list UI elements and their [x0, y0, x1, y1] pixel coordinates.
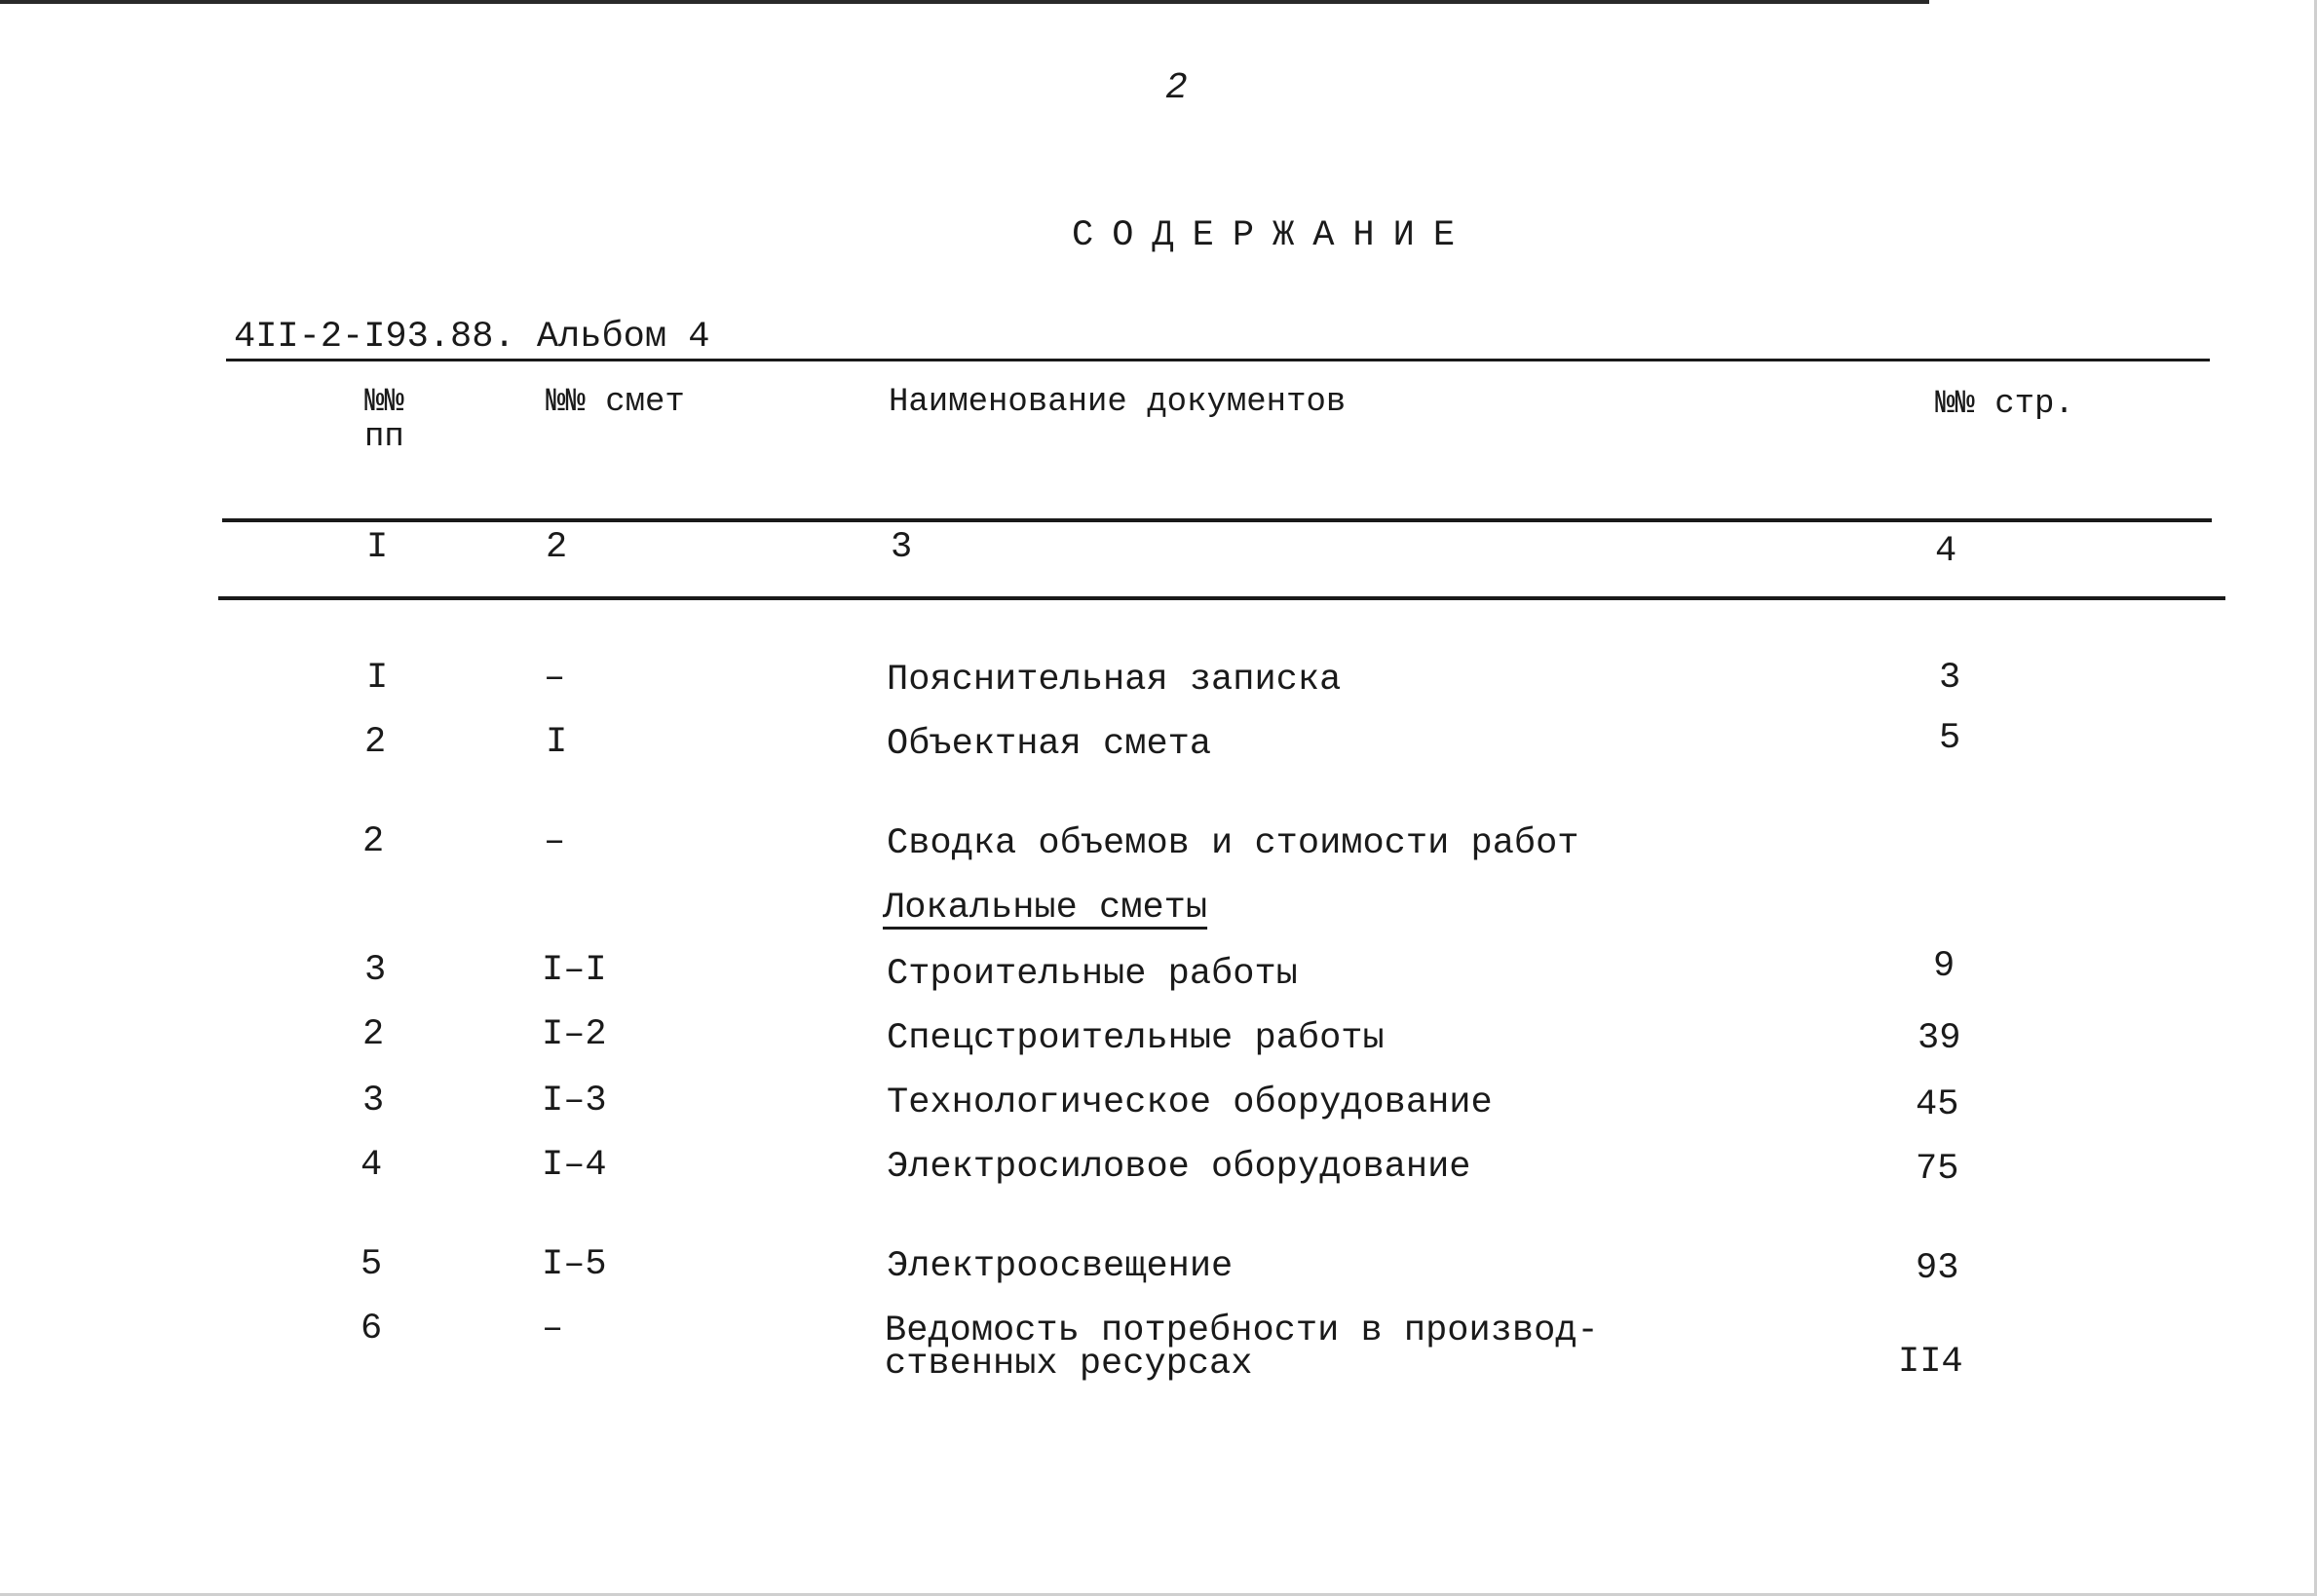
header-name: Наименование документов: [889, 384, 1347, 421]
header-estimate: №№ смет: [546, 384, 685, 421]
document-code: 4II-2-I93.88. Альбом 4: [234, 317, 710, 358]
table-row-estimate: I–5: [542, 1244, 607, 1285]
table-row-estimate: –: [544, 658, 566, 699]
table-row-name: Строительные работы: [887, 954, 1298, 995]
table-row-name-line2: ственных ресурсах: [885, 1344, 1253, 1385]
table-row-estimate: I–4: [542, 1145, 607, 1186]
table-row-name: Технологическое оборудование: [887, 1083, 1493, 1123]
table-row-estimate: I–2: [542, 1014, 607, 1055]
table-row-name-line1: Ведомость потребности в производ-: [885, 1311, 1599, 1351]
table-row-estimate: –: [542, 1309, 564, 1349]
table-row-estimate: I: [546, 722, 568, 763]
table-row-num: 5: [361, 1244, 383, 1285]
column-number-3: 3: [891, 527, 913, 568]
table-row-name: Электроосвещение: [887, 1246, 1234, 1287]
table-row-num: 3: [364, 950, 387, 991]
table-row-page: 39: [1918, 1018, 1961, 1059]
table-row-estimate: –: [544, 821, 566, 862]
table-row-estimate: I–3: [542, 1081, 607, 1121]
table-row-page: 75: [1916, 1149, 1959, 1190]
header-num-line2: пп: [364, 419, 404, 456]
table-row-num: 2: [362, 821, 385, 862]
header-num-line1: №№: [364, 384, 404, 421]
scan-border-top: [0, 0, 1929, 4]
table-top-rule: [226, 359, 2210, 361]
table-row-num: 2: [362, 1014, 385, 1055]
page-title: СОДЕРЖАНИЕ: [1072, 215, 1474, 256]
table-row-page: II4: [1898, 1342, 1963, 1383]
column-number-4: 4: [1935, 531, 1957, 572]
table-row-page: 5: [1939, 718, 1961, 759]
table-row-name: Объектная смета: [887, 724, 1212, 765]
table-row-name: Электросиловое оборудование: [887, 1147, 1471, 1188]
column-number-2: 2: [546, 527, 568, 568]
table-row-num: I: [366, 658, 389, 699]
table-row-page: 45: [1916, 1084, 1959, 1125]
table-row-page: 3: [1939, 658, 1961, 699]
header-page: №№ стр.: [1935, 386, 2074, 423]
table-row-num: 2: [364, 722, 387, 763]
table-row-num: 4: [361, 1145, 383, 1186]
table-row-estimate: I–I: [542, 950, 607, 991]
table-row-name: Пояснительная записка: [887, 660, 1342, 701]
table-row-num: 3: [362, 1081, 385, 1121]
table-row-name: Сводка объемов и стоимости работ: [887, 823, 1579, 864]
header-bottom-rule: [222, 518, 2212, 522]
column-number-1: I: [366, 527, 389, 568]
column-numbers-bottom-rule: [218, 596, 2225, 600]
section-heading-local-estimates: Локальные сметы: [883, 888, 1208, 929]
table-row-page: 9: [1933, 946, 1956, 987]
table-row-name: Спецстроительные работы: [887, 1018, 1385, 1059]
table-row-num: 6: [361, 1309, 383, 1349]
table-row-page: 93: [1916, 1248, 1959, 1289]
page-number: 2: [1165, 67, 1188, 109]
